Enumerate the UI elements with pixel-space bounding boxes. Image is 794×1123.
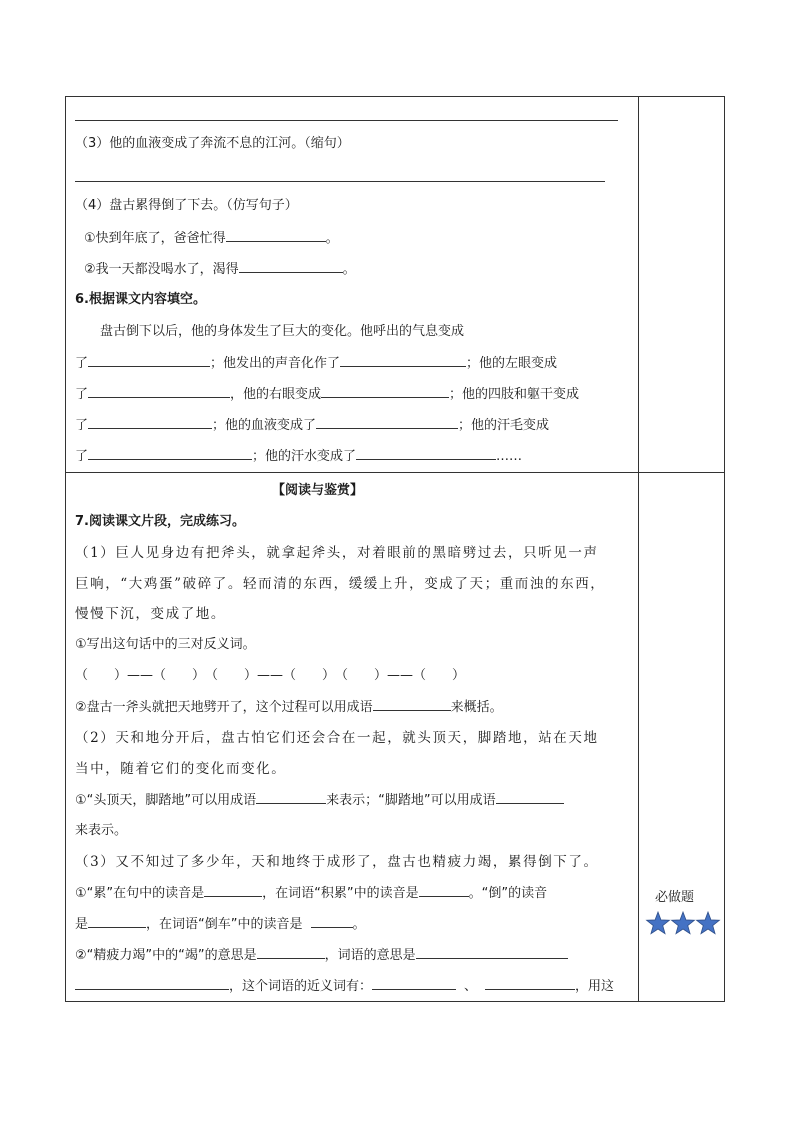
q7-1-2: [75, 699, 503, 716]
q5-item-2-suffix: 。: [342, 262, 356, 277]
q7-text: ，用这: [575, 979, 615, 994]
answer-blank[interactable]: [257, 947, 325, 959]
q6-text: 了: [75, 387, 89, 402]
answer-blank[interactable]: [311, 916, 353, 928]
passage-1-line: 慢慢下沉，变成了地。: [75, 606, 226, 622]
answer-blank[interactable]: [340, 355, 466, 367]
q5-item-1-prefix: ①快到年底了，爸爸忙得: [84, 231, 226, 246]
answer-blank[interactable]: [88, 417, 212, 429]
answer-blank[interactable]: [321, 386, 449, 398]
q7-text: ，在词语“倒车”中的读音是: [146, 917, 303, 932]
passage-1-line: 巨响，“大鸡蛋”破碎了。轻而清的东西，缓缓上升，变成了天；重而浊的东西，: [75, 576, 606, 592]
q6-intro: 盘古倒下以后，他的身体发生了巨大的变化。他呼出的气息变成: [100, 324, 465, 339]
q6-title: 6.根据课文内容填空。: [75, 292, 206, 307]
answer-blank[interactable]: [88, 448, 252, 460]
q7-3-1: [75, 885, 547, 902]
antonym-pairs: （ ）——（ ） （ ）——（ ） （ ）——（ ）: [75, 668, 466, 683]
q7-text: ①“累”在句中的读音是: [75, 886, 205, 901]
answer-line: [75, 120, 618, 121]
star-icon: [672, 912, 695, 934]
star-icon: [647, 912, 670, 934]
q7-3-3: [75, 947, 568, 964]
q7-1-1: ①写出这句话中的三对反义词。: [75, 637, 256, 652]
answer-blank[interactable]: [88, 386, 230, 398]
section-heading: 【阅读与鉴赏】: [272, 483, 364, 498]
q5-item-2: [84, 261, 356, 278]
answer-blank[interactable]: [256, 792, 326, 804]
answer-blank[interactable]: [75, 978, 229, 990]
q7-2-1: [75, 792, 564, 809]
answer-blank[interactable]: [239, 261, 343, 273]
q6-text: ……: [496, 449, 523, 464]
answer-blank[interactable]: [372, 978, 456, 990]
required-label: 必做题: [655, 890, 695, 905]
q6-text: ；他的汗水变成了: [252, 449, 357, 464]
answer-blank[interactable]: [226, 230, 326, 242]
q6-line-2: [75, 386, 579, 403]
q6-line-3: [75, 417, 549, 434]
answer-line: [75, 181, 605, 182]
q5-item-1: [84, 230, 339, 247]
star-icon: [697, 912, 720, 934]
q6-text: 了: [75, 418, 89, 433]
answer-blank[interactable]: [373, 699, 451, 711]
q5-item-2-prefix: ②我一天都没喝水了，渴得: [84, 262, 239, 277]
answer-blank[interactable]: [356, 448, 496, 460]
q6-text: ，他的右眼变成: [230, 387, 322, 402]
q7-text: 是: [75, 917, 89, 932]
answer-blank[interactable]: [204, 885, 262, 897]
q7-3-4: [75, 978, 614, 995]
answer-blank[interactable]: [416, 947, 568, 959]
q6-line-1: [75, 355, 557, 372]
q6-text: 了: [75, 449, 89, 464]
q7-2-1-end: 来表示。: [75, 823, 128, 838]
q6-text: ；他的左眼变成: [466, 356, 558, 371]
answer-blank[interactable]: [419, 885, 469, 897]
q7-text: ，词语的意思是: [324, 948, 416, 963]
q7-title: 7.阅读课文片段，完成练习。: [75, 514, 245, 529]
passage-2-line: （2）天和地分开后，盘古怕它们还会合在一起，就头顶天，脚踏地，站在天地: [75, 730, 599, 746]
q5-item-1-suffix: 。: [325, 231, 339, 246]
difficulty-stars: [645, 910, 721, 936]
column-divider: [638, 97, 639, 1001]
q7-text: 、: [464, 979, 478, 994]
q6-text: ；他的四肢和躯干变成: [449, 387, 580, 402]
q7-text: 来表示；“脚踏地”可以用成语: [326, 793, 496, 808]
row-divider: [66, 472, 724, 473]
q7-text: ，在词语“积累”中的读音是: [262, 886, 419, 901]
answer-blank[interactable]: [88, 916, 146, 928]
answer-blank[interactable]: [496, 792, 564, 804]
q7-text: ②盘古一斧头就把天地劈开了，这个过程可以用成语: [75, 700, 373, 715]
answer-blank[interactable]: [316, 417, 458, 429]
q6-text: ；他发出的声音化作了: [210, 356, 341, 371]
q6-text: 了: [75, 356, 89, 371]
passage-3-line: （3）又不知过了多少年，天和地终于成形了，盘古也精疲力竭，累得倒下了。: [75, 854, 599, 870]
q5-sub-4: （4）盘古累得倒了下去。（仿写句子）: [75, 198, 298, 213]
q7-text: ②“精疲力竭”中的“竭”的意思是: [75, 948, 257, 963]
q6-line-4: [75, 448, 522, 465]
q7-text: 来概括。: [450, 700, 503, 715]
passage-2-line: 当中，随着它们的变化而变化。: [75, 761, 287, 777]
q7-text: 。: [352, 917, 366, 932]
passage-1-line: （1）巨人见身边有把斧头，就拿起斧头，对着眼前的黑暗劈过去，只听见一声: [75, 545, 599, 561]
q7-text: 。“倒”的读音: [468, 886, 548, 901]
answer-blank[interactable]: [88, 355, 210, 367]
q6-text: ；他的血液变成了: [212, 418, 317, 433]
q7-text: ，这个词语的近义词有：: [229, 979, 373, 994]
q7-text: ①“头顶天，脚踏地”可以用成语: [75, 793, 257, 808]
q7-3-2: [75, 916, 366, 933]
q6-text: ；他的汗毛变成: [458, 418, 550, 433]
answer-blank[interactable]: [485, 978, 575, 990]
q5-sub-3: （3）他的血液变成了奔流不息的江河。（缩句）: [75, 136, 350, 151]
